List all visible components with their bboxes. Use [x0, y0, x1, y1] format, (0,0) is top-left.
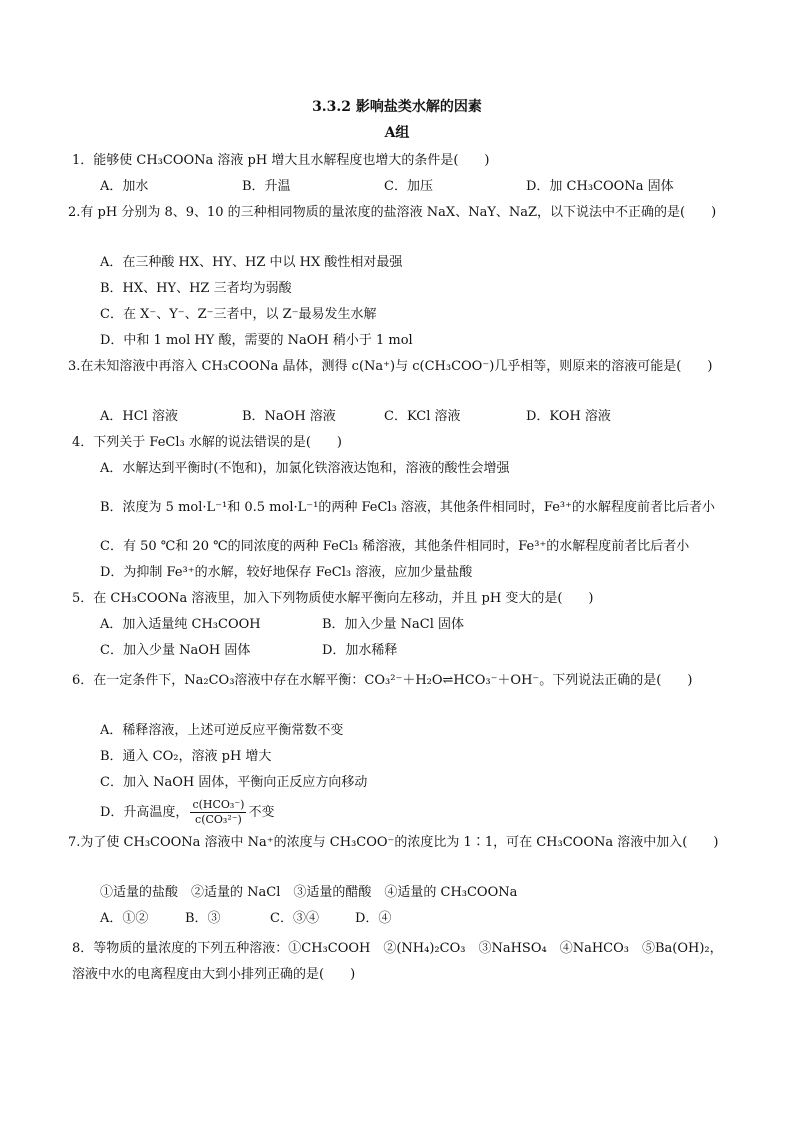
fraction-denominator: c(CO₃²⁻) [195, 813, 242, 826]
q4-option-a: A．水解达到平衡时(不饱和)，加氯化铁溶液达饱和，溶液的酸性会增强 [100, 461, 510, 476]
q2-option-d: D．中和 1 mol HY 酸，需要的 NaOH 稍小于 1 mol [100, 333, 413, 348]
question-8-stem: 8．等物质的量浓度的下列五种溶液：①CH₃COOH ②(NH₄)₂CO₃ ③NaHSO₄ ④NaHCO₃ ⑤Ba(OH)₂，溶液中水的电离程度由大到小排列正确的是( ) [72, 941, 723, 982]
q7-option-c: C．③④ [270, 911, 319, 926]
question-7-options [72, 906, 732, 932]
question-5-stem: 5．在 CH₃COONa 溶液里，加入下列物质使水解平衡向左移动，并且 pH 变大的是( ) [72, 591, 594, 606]
q4-option-d: D．为抑制 Fe³⁺的水解，较好地保存 FeCl₃ 溶液，应加少量盐酸 [100, 565, 473, 580]
question-2-stem: 2.有 pH 分别为 8、9、10 的三种相同物质的量浓度的盐溶液 NaX、NaY、NaZ，以下说法中不正确的是( ) [68, 205, 717, 220]
question-1-stem: 1．能够使 CH₃COONa 溶液 pH 增大且水解程度也增大的条件是( ) [72, 153, 490, 168]
q5-option-b: B．加入少量 NaCl 固体 [322, 617, 465, 632]
page-title: 3.3.2 影响盐类水解的因素 [312, 99, 482, 115]
question-5-options-row1 [72, 612, 732, 638]
q6-option-d [72, 796, 732, 830]
q6-option-c: C．加入 NaOH 固体，平衡向正反应方向移动 [100, 775, 368, 790]
q3-option-b: B．NaOH 溶液 [242, 409, 336, 424]
q7-option-a: A．①② [100, 911, 149, 926]
question-3-options [72, 404, 732, 430]
question-4-stem: 4．下列关于 FeCl₃ 水解的说法错误的是( ) [72, 435, 342, 450]
q4-option-c: C．有 50 ℃和 20 ℃的同浓度的两种 FeCl₃ 稀溶液，其他条件相同时，Fe³⁺的水解程度前者比后者小 [100, 539, 690, 554]
question-7-stem: 7.为了使 CH₃COONa 溶液中 Na⁺的浓度与 CH₃COO⁻的浓度比为 1∶1，可在 CH₃COONa 溶液中加入( ) [68, 835, 719, 850]
q3-option-d: D．KOH 溶液 [526, 409, 611, 424]
q5-option-d: D．加水稀释 [322, 643, 398, 658]
q6-option-a: A．稀释溶液，上述可逆反应平衡常数不变 [100, 723, 344, 738]
q2-option-b: B．HX、HY、HZ 三者均为弱酸 [100, 281, 292, 296]
concentration-ratio-fraction [190, 798, 246, 827]
question-3-stem: 3.在未知溶液中再溶入 CH₃COONa 晶体，测得 c(Na⁺)与 c(CH₃COO⁻)几乎相等，则原来的溶液可能是( ) [68, 359, 713, 374]
q7-option-b: B．③ [185, 911, 221, 926]
group-heading: A组 [384, 125, 410, 141]
q2-option-a: A．在三种酸 HX、HY、HZ 中以 HX 酸性相对最强 [100, 255, 403, 270]
fraction-numerator: c(HCO₃⁻) [192, 798, 245, 811]
q4-option-b: B．浓度为 5 mol·L⁻¹和 0.5 mol·L⁻¹的两种 FeCl₃ 溶液，其他条件相同时，Fe³⁺的水解程度前者比后者小 [100, 500, 715, 515]
q5-option-a: A．加入适量纯 CH₃COOH [100, 617, 261, 632]
q1-option-c: C．加压 [384, 179, 433, 194]
q6-option-b: B．通入 CO₂，溶液 pH 增大 [100, 749, 272, 764]
q7-choices: ①适量的盐酸 ②适量的 NaCl ③适量的醋酸 ④适量的 CH₃COONa [100, 885, 518, 900]
question-5-options-row2 [72, 638, 732, 664]
q3-option-a: A．HCl 溶液 [100, 409, 178, 424]
question-1-options [72, 174, 732, 200]
q3-option-c: C．KCl 溶液 [384, 409, 461, 424]
q1-option-b: B．升温 [242, 179, 291, 194]
q2-option-c: C．在 X⁻、Y⁻、Z⁻三者中，以 Z⁻最易发生水解 [100, 307, 377, 322]
q1-option-a: A．加水 [100, 179, 149, 194]
q6-option-d-prefix: D．升高温度， [100, 805, 189, 820]
q7-option-d: D．④ [355, 911, 392, 926]
q1-option-d: D．加 CH₃COONa 固体 [526, 179, 674, 194]
question-6-stem: 6．在一定条件下，Na₂CO₃溶液中存在水解平衡：CO₃²⁻＋H₂O⇌HCO₃⁻＋OH⁻。下列说法正确的是( ) [72, 673, 693, 688]
q5-option-c: C．加入少量 NaOH 固体 [100, 643, 251, 658]
q6-option-d-suffix: 不变 [248, 805, 275, 820]
question-list [68, 148, 732, 988]
